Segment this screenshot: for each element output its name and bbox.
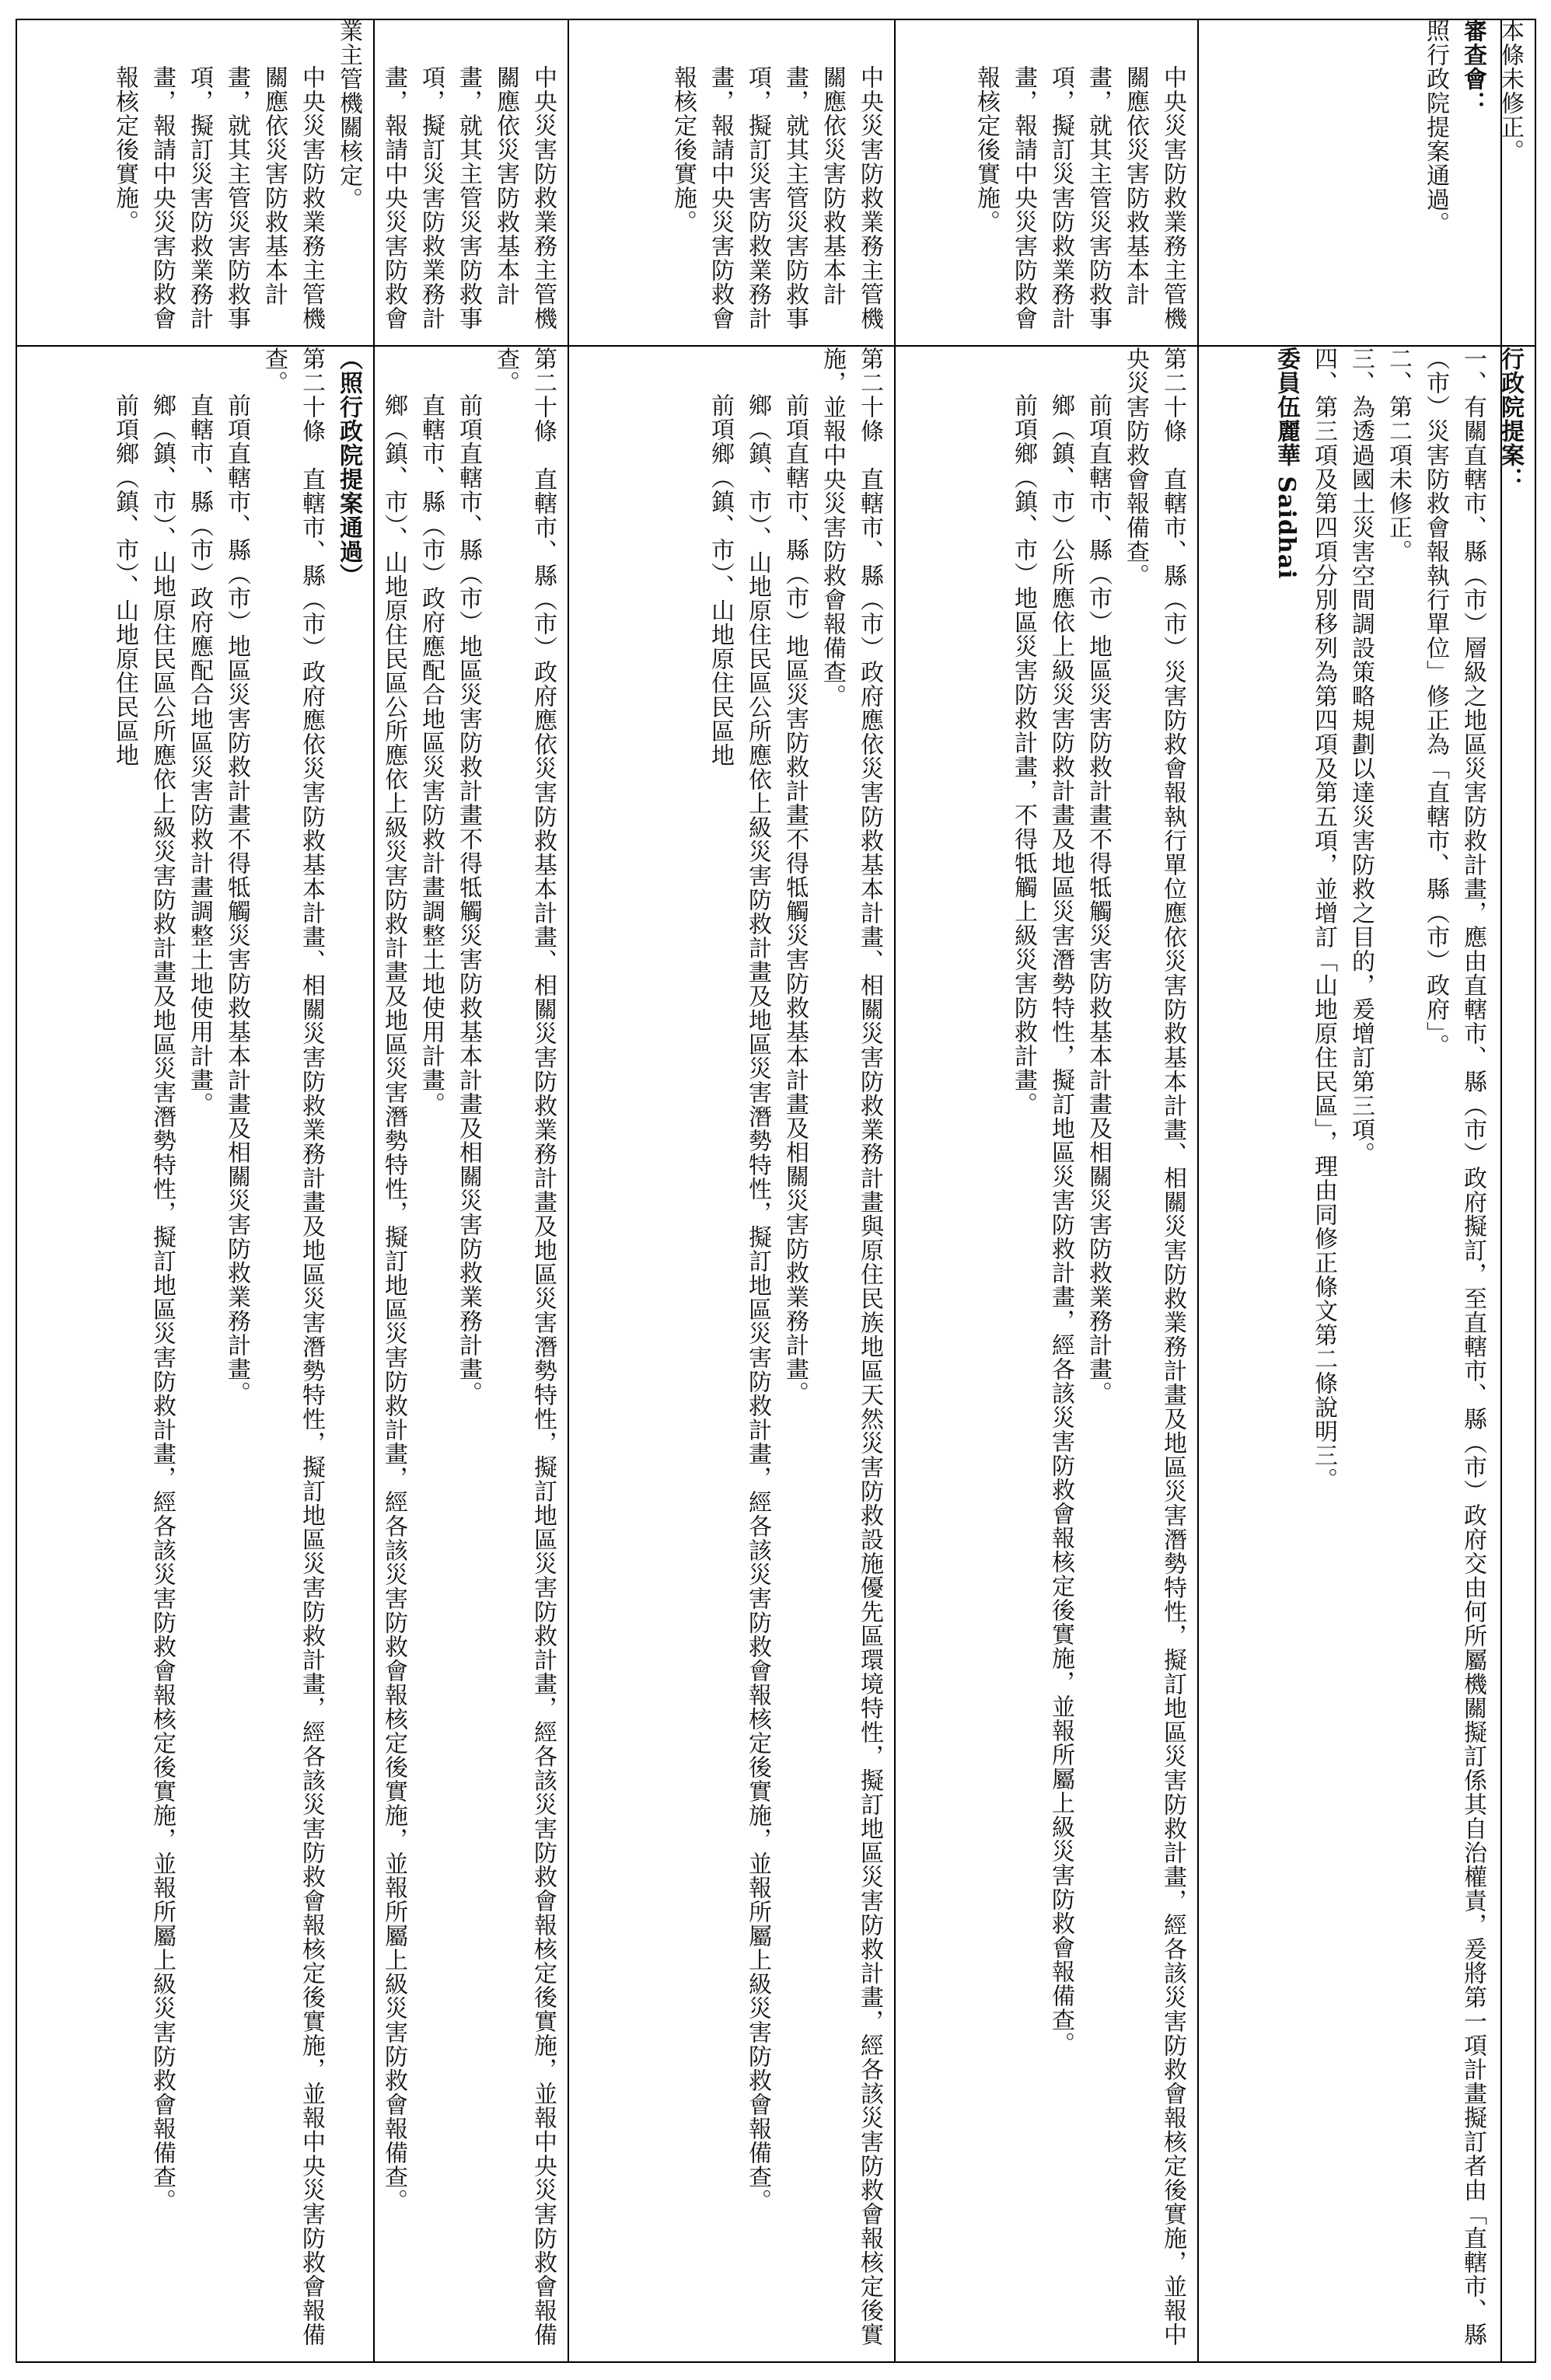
- cell-text: [1267, 347, 1528, 2360]
- comparison-table: [16, 19, 1535, 2363]
- text-line: 中央災害防救業務主管機關應依災害防救基本計畫，就其主管災害防救事項，擬訂災害防救業務計畫，報請中央災害防救會報核定後實施。: [111, 65, 325, 330]
- cell-text: [106, 19, 367, 345]
- text-line: 前項直轄市、縣（市）地區災害防救計畫不得牴觸災害防救基本計畫及相關災害防救業務計畫。: [455, 393, 482, 1405]
- text-line: 中央災害防救業務主管機關應依災害防救基本計畫，就其主管災害防救事項，擬訂災害防救業務計畫，報請中央災害防救會報核定後實施。: [973, 65, 1186, 330]
- cell-c8-bottom: [1200, 347, 1533, 2360]
- cell-text: [106, 347, 367, 2360]
- text-line: 中央災害防救業務主管機關應依災害防救基本計畫，就其主管災害防救事項，擬訂災害防救業務計畫，報請中央災害防救會: [380, 65, 557, 330]
- text-line: 直轄市、縣（市）政府應配合地區災害防救計畫調整土地使用計畫。: [186, 393, 213, 1116]
- text-line: 前項直轄市、縣（市）地區災害防救計畫不得牴觸災害防救基本計畫及相關災害防救業務計畫。: [223, 393, 250, 1405]
- text-line: 中央災害防救業務主管機關應依災害防救基本計畫，就其主管災害防救事項，擬訂災害防救業務計畫，報請中央災害防救會報核定後實施。: [669, 65, 883, 330]
- text-line: 審查會：: [1459, 19, 1486, 115]
- cell-text: [1004, 347, 1191, 2360]
- cell-c8-top: [1200, 19, 1533, 345]
- text-line: 前項直轄市、縣（市）地區災害防救計畫不得牴觸災害防救基本計畫及相關災害防救業務計畫。: [781, 393, 809, 1405]
- text-line: 三、為透過國土災害空間調設策略規劃以達災害防救之目的，爰增訂第三項。: [1347, 347, 1375, 1166]
- cell-c2-top: [376, 19, 566, 345]
- text-line: 業主管機關核定。: [335, 19, 362, 211]
- text-line: 前項鄉（鎮、市）地區災害防救計畫，不得牴觸上級災害防救計畫。: [1010, 393, 1037, 1116]
- cell-text: [1417, 19, 1528, 345]
- cell-text: [376, 19, 561, 345]
- text-line: 第二十條 直轄市、縣（市）災害防救會報執行單位應依災害防救基本計畫、相關災害防救業務計畫及地區災害潛勢特性，擬訂地區災害防救計畫，經各該災害防救會報核定後實施，並報中央災害防救會報備查。: [1122, 347, 1186, 2347]
- text-line: 前項鄉（鎮、市）、山地原住民區地: [111, 393, 138, 767]
- cell-c1-bottom: [19, 347, 372, 2360]
- cell-text: [967, 19, 1191, 345]
- text-line: 照行政院提案通過。: [1422, 19, 1449, 236]
- text-line: 鄉（鎮、市）、山地原住民區公所應依上級災害防救計畫及地區災害潛勢特性，擬訂地區災害防救計畫，經各該災害防救會報核定後實施，並報所屬上級災害防救會報備查。: [744, 393, 771, 2213]
- text-line: 二、第二項未修正。: [1385, 347, 1412, 564]
- cell-c7-bottom: [897, 347, 1196, 2360]
- cell-c1-top: [19, 19, 372, 345]
- text-line: 第二十條 直轄市、縣（市）政府應依災害防救基本計畫、相關災害防救業務計畫及地區災害潛勢特性，擬訂地區災害防救計畫，經各該災害防救會報核定後實施，並報中央災害防救會報備查。: [492, 347, 557, 2347]
- text-line: 第二十條 直轄市、縣（市）政府應依災害防救基本計畫、相關災害防救業務計畫及地區災害潛勢特性，擬訂地區災害防救計畫，經各該災害防救會報核定後實施，並報中央災害防救會報備查。: [260, 347, 325, 2347]
- text-line: 前項鄉（鎮、市）、山地原住民區地: [707, 393, 734, 767]
- top-row: [16, 19, 1535, 345]
- cell-c7-top: [897, 19, 1196, 345]
- bottom-border: [16, 2361, 1535, 2363]
- cell-c3-top: [571, 19, 893, 345]
- text-line: 前項直轄市、縣（市）地區災害防救計畫不得牴觸災害防救基本計畫及相關災害防救業務計畫。: [1085, 393, 1112, 1405]
- text-line: 本條未修正。: [1497, 19, 1524, 163]
- text-line: 行政院提案：: [1497, 347, 1524, 491]
- text-line: 鄉（鎮、市）公所應依上級災害防救計畫及地區災害潛勢特性，擬訂地區災害防救計畫，經各該災害防救會報核定後實施，並報所屬上級災害防救會報備查。: [1047, 393, 1074, 2056]
- text-line: 第二十條 直轄市、縣（市）政府應依災害防救基本計畫、相關災害防救業務計畫與原住民族地區天然災害防救設施優先區環境特性，擬訂地區災害防救計畫，經各該災害防救會報核定後實施，並報中央災害防救會報備查。: [819, 347, 883, 2347]
- text-line: 鄉（鎮、市）、山地原住民區公所應依上級災害防救計畫及地區災害潛勢特性，擬訂地區災害防救計畫，經各該災害防救會報核定後實施，並報所屬上級災害防救會報備查。: [148, 393, 176, 2213]
- bottom-row: [16, 347, 1535, 2360]
- cell-text: [376, 347, 561, 2360]
- text-line: 鄉（鎮、市）、山地原住民區公所應依上級災害防救計畫及地區災害潛勢特性，擬訂地區災害防救計畫，經各該災害防救會報核定後實施，並報所屬上級災害防救會報備查。: [380, 393, 407, 2213]
- signature: 委員伍麗華 Saidhai: [1273, 347, 1300, 580]
- cell-text: [664, 19, 888, 345]
- text-line: 一、有關直轄市、縣（市）層級之地區災害防救計畫，應由直轄市、縣（市）政府擬訂，至直轄市、縣（市）政府交由何所屬機關擬訂係其自治權責，爰將第一項計畫擬訂者由「直轄市、縣（市）災害防救會報執行單位」修正為「直轄市、縣（市）政府」。: [1422, 347, 1486, 2347]
- cell-c2-bottom: [376, 347, 566, 2360]
- cell-text: [701, 347, 888, 2360]
- cell-c3-bottom: [571, 347, 893, 2360]
- text-line: 直轄市、縣（市）政府應配合地區災害防救計畫調整土地使用計畫。: [417, 393, 445, 1116]
- text-line: （照行政院提案通過）: [335, 347, 362, 588]
- text-line: 四、第三項及第四項分別移列為第四項及第五項，並增訂「山地原住民區」，理由同修正條文第二條說明三。: [1310, 347, 1337, 1492]
